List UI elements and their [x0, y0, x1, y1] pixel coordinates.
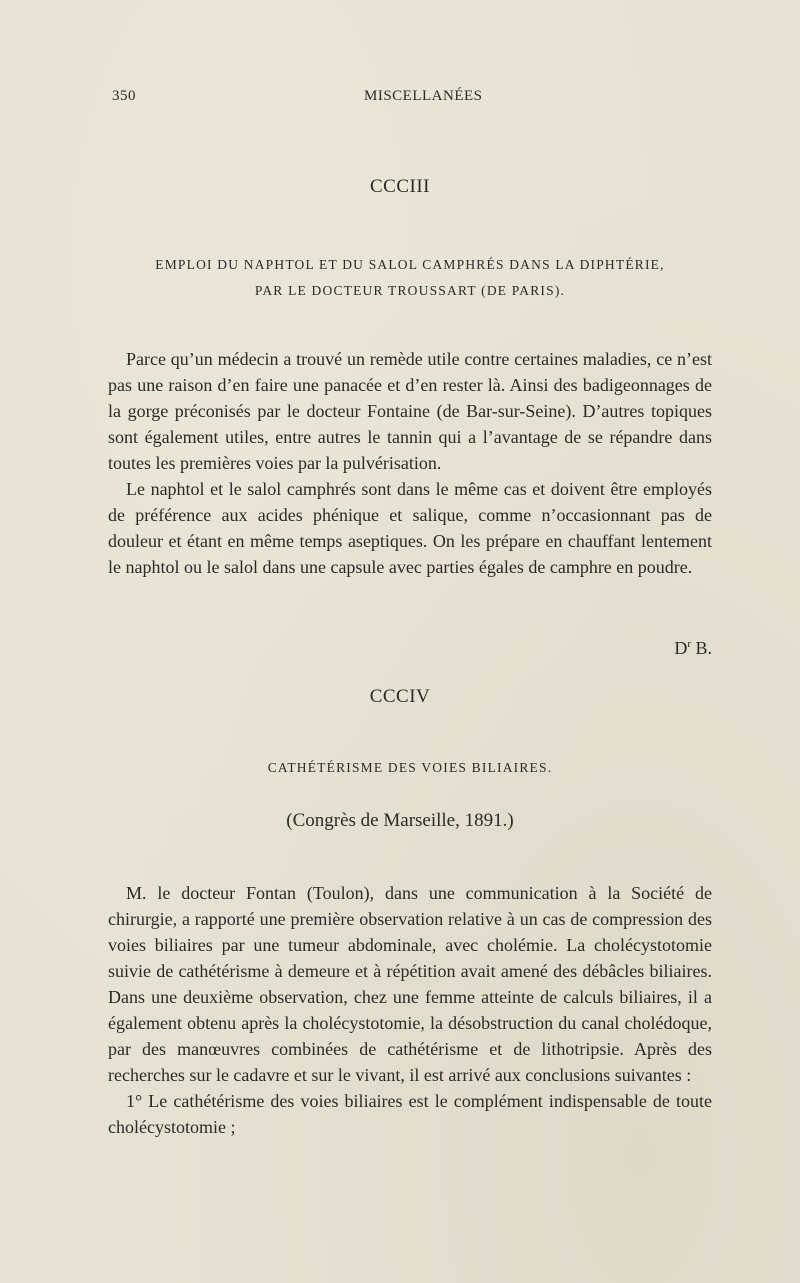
signature [612, 638, 712, 659]
section-number-cccIII: CCCIII [370, 176, 430, 197]
section-2-body [108, 880, 712, 1140]
section-number-cccIV: CCCIV [369, 686, 431, 707]
section-title-2: CATHÉTÉRISME DES VOIES BILIAIRES. [267, 760, 553, 775]
paragraph-4: 1° Le cathétérisme des voies biliaires est le complément indispensable de toute cholécystotomie ; [108, 1091, 712, 1137]
paragraph-3: M. le docteur Fontan (Toulon), dans une communication à la Société de chirurgie, a rapporté une première observation relative à un cas de compression des voies biliaires par une tumeur abdominale, avec cholémie. La cholécystotomie suivie de cathétérisme à demeure et à répétition avait amené des débâcles biliaires. Dans une deuxième observation, chez une femme atteinte de calculs biliaires, il a également obtenu après la cholécystotomie, la désobstruction du canal cholédoque, par des manœuvres combinées de cathétérisme et de lithotripsie. Après des recherches sur le cadavre et sur le vivant, il est arrivé aux conclusions suivantes : [108, 883, 712, 1085]
section-title-1-line2: PAR LE DOCTEUR TROUSSART (DE PARIS). [254, 283, 566, 298]
signature-prefix: D [674, 638, 688, 658]
paragraph-2: Le naphtol et le salol camphrés sont dans le même cas et doivent être employés de préférence aux acides phénique et salique, comme n’occasionnant pas de douleur et étant en même temps aseptiques. On les prépare en chauffant lentement le naphtol ou le salol dans une capsule avec parties égales de camphre en poudre. [108, 479, 712, 577]
paragraph-1: Parce qu’un médecin a trouvé un remède utile contre certaines maladies, ce n’est pas une raison d’en faire une panacée et d’en rester là. Ainsi des badigeonnages de la gorge préconisés par le docteur Fontaine (de Bar-sur-Seine). D’autres topiques sont également utiles, entre autres le tannin qui a l’avantage de se répandre dans toutes les premières voies par la pulvérisation. [108, 349, 712, 473]
section-title-1-line1: EMPLOI DU NAPHTOL ET DU SALOL CAMPHRÉS DANS LA DIPHTÉRIE, [155, 257, 665, 272]
page-number: 350 [112, 88, 136, 104]
signature-name: B. [690, 638, 712, 658]
running-head [112, 88, 712, 110]
signature-sup: r [687, 638, 691, 650]
section-subtitle-2: (Congrès de Marseille, 1891.) [286, 810, 514, 831]
section-title-1 [100, 252, 720, 304]
section-1-body [108, 346, 712, 580]
running-title: MISCELLANÉES [364, 88, 483, 104]
